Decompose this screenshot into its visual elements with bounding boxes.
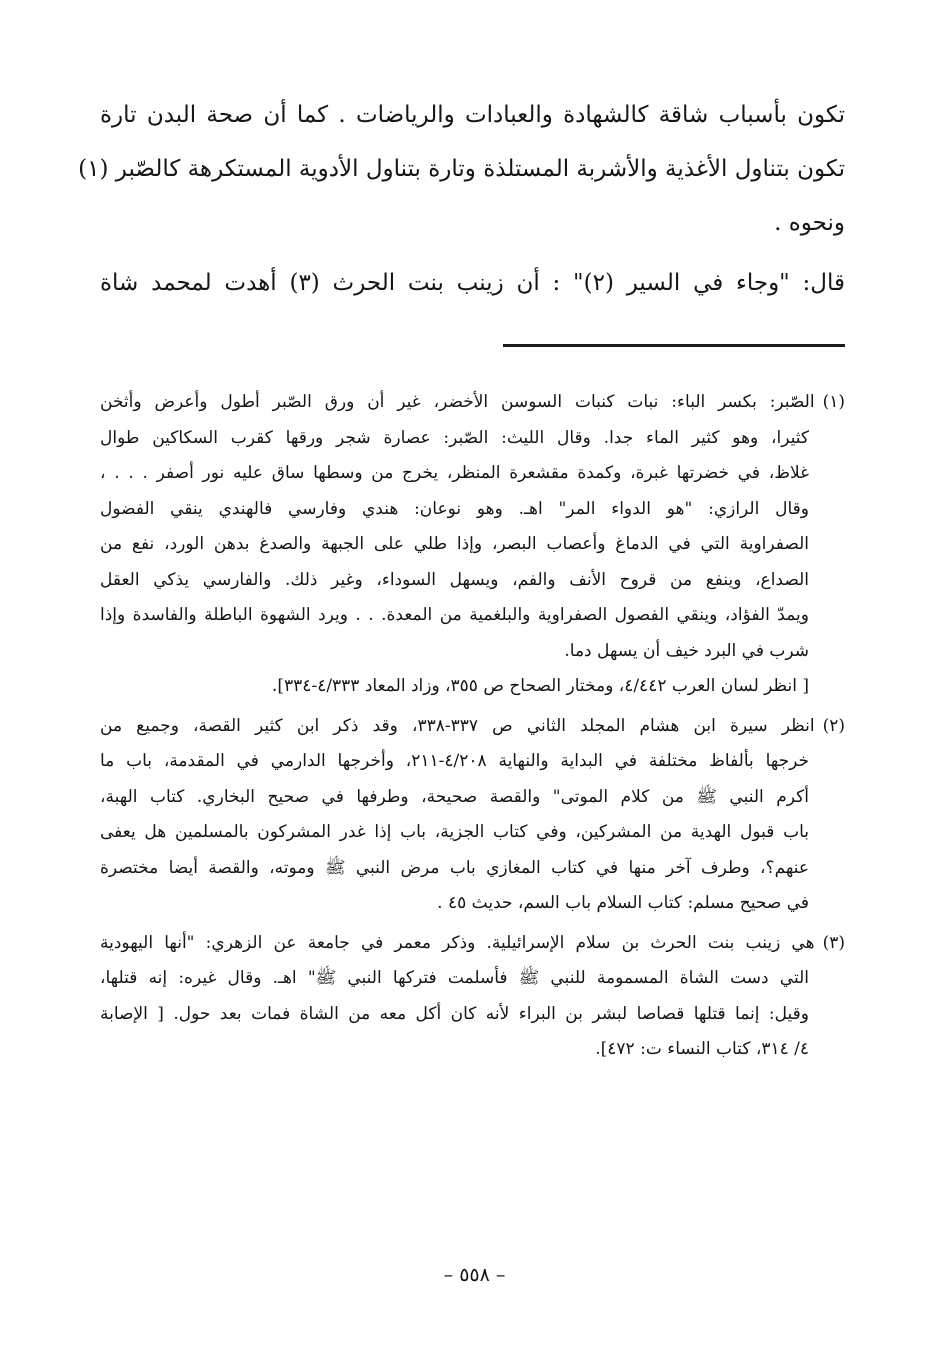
footnote-text: هي زينب بنت الحرث بن سلام الإسرائيلية. وذكر معمر في جامعة عن الزهري: "أنها اليهودية <box>100 932 815 953</box>
footnote-line: ٤/ ٣١٤، كتاب النساء ت: ٤٧٢]. <box>595 1039 809 1059</box>
main-text-line: تكون بأسباب شاقة كالشهادة والعبادات والرياضات . كما أن صحة البدن تارة <box>100 102 845 128</box>
footnote-line: عنهم؟، وطرف آخر منها في كتاب المغازي باب مرض النبي ﷺ وموته، والقصة أيضا مختصرة <box>100 857 809 878</box>
main-text-line: تكون بتناول الأغذية والأشربة المستلذة وتارة بتناول الأدوية المستكرهة كالصّبر (١) <box>78 156 845 182</box>
main-text-line: ونحوه . <box>774 210 845 236</box>
footnote-2 <box>100 709 845 922</box>
main-text-body <box>78 88 846 310</box>
footnotes <box>100 385 845 1072</box>
footnote-line: أكرم النبي ﷺ من كلام الموتى" والقصة صحيحة، وطرفها في صحيح البخاري. كتاب الهبة، <box>100 786 809 807</box>
footnote-separator <box>503 344 845 347</box>
footnote-3 <box>100 926 845 1068</box>
footnote-line: كثيرا، وهو كثير الماء جدا. وقال الليث: الصّبر: عصارة شجر ورقها كقرب السكاكين طوال <box>100 427 809 448</box>
footnote-line: خرجها بألفاظ مختلفة في البداية والنهاية ٤/٢٠٨-٢١١، وأخرجها الدارمي في المقدمة، باب ما <box>100 751 810 771</box>
footnote-line: باب قبول الهدية من المشركين، وفي كتاب الجزية، باب إذا غدر المشركون بالمسلمين هل يعفى <box>100 822 809 842</box>
footnote-line: شرب في البرد خيف أن يسهل دما. <box>564 640 809 661</box>
footnote-line: وقيل: إنما قتلها قصاصا لبشر بن البراء لأنه كان أكل معه من الشاة فمات بعد حول. [ الإصابة <box>100 1003 809 1024</box>
footnote-number: (٢) <box>822 715 845 736</box>
footnote-line: وقال الرازي: "هو الدواء المر" اهـ. وهو نوعان: هندي وفارسي فالهندي ينقي الفضول <box>100 498 809 519</box>
footnote-line: التي دست الشاة المسمومة للنبي ﷺ فأسلمت فتركها النبي ﷺ" اهـ. وقال غيره: إنه قتلها، <box>100 968 809 988</box>
footnote-1 <box>100 385 845 705</box>
footnote-text: انظر سيرة ابن هشام المجلد الثاني ص ٣٣٧-٣٣٨، وقد ذكر ابن كثير القصة، وجميع من <box>100 715 815 736</box>
page-number: – ٥٥٨ – <box>443 1264 506 1286</box>
footnote-line <box>100 709 845 745</box>
footnote-line: ويمدّ الفؤاد، وينقي الفصول الصفراوية والبلغمية من المعدة. . . ويرد الشهوة الباطلة والفاسدة وإذا <box>100 605 809 625</box>
footnote-number: (٣) <box>822 932 845 953</box>
footnote-number: (١) <box>822 392 845 412</box>
main-text-line: قال: "وجاء في السير (٢)" : أن زينب بنت الحرث (٣) أهدت لمحمد شاة <box>100 270 846 296</box>
footnote-line: الصفراوية التي في الدماغ وأعصاب البصر، وإذا طلي على الجبهة والصدغ بدهن الورد، نفع من <box>100 534 809 554</box>
footnote-line: غلاظ، في خضرتها غبرة، وكمدة مقشعرة المنظر، يخرج من وسطها ساق عليه نور أصفر . . . ، <box>100 463 809 483</box>
footnote-text: الصّبر: بكسر الباء: نبات كنبات السوسن الأخضر، غير أن ورق الصّبر أطول وأعرض وأثخن <box>100 392 815 412</box>
footnote-line: الصداع، وينفع من قروح الأنف والفم، ويسهل السوداء، وغير ذلك. والفارسي يذكي العقل <box>100 569 809 590</box>
footnote-line <box>100 385 845 421</box>
footnote-line: في صحيح مسلم: كتاب السلام باب السم، حديث ٤٥ . <box>437 893 809 913</box>
footnote-line <box>100 926 845 962</box>
footnote-reference: [ انظر لسان العرب ٤/٤٤٢، ومختار الصحاح ص ٣٥٥، وزاد المعاد ٤/٣٣٣-٣٣٤]. <box>271 676 809 696</box>
